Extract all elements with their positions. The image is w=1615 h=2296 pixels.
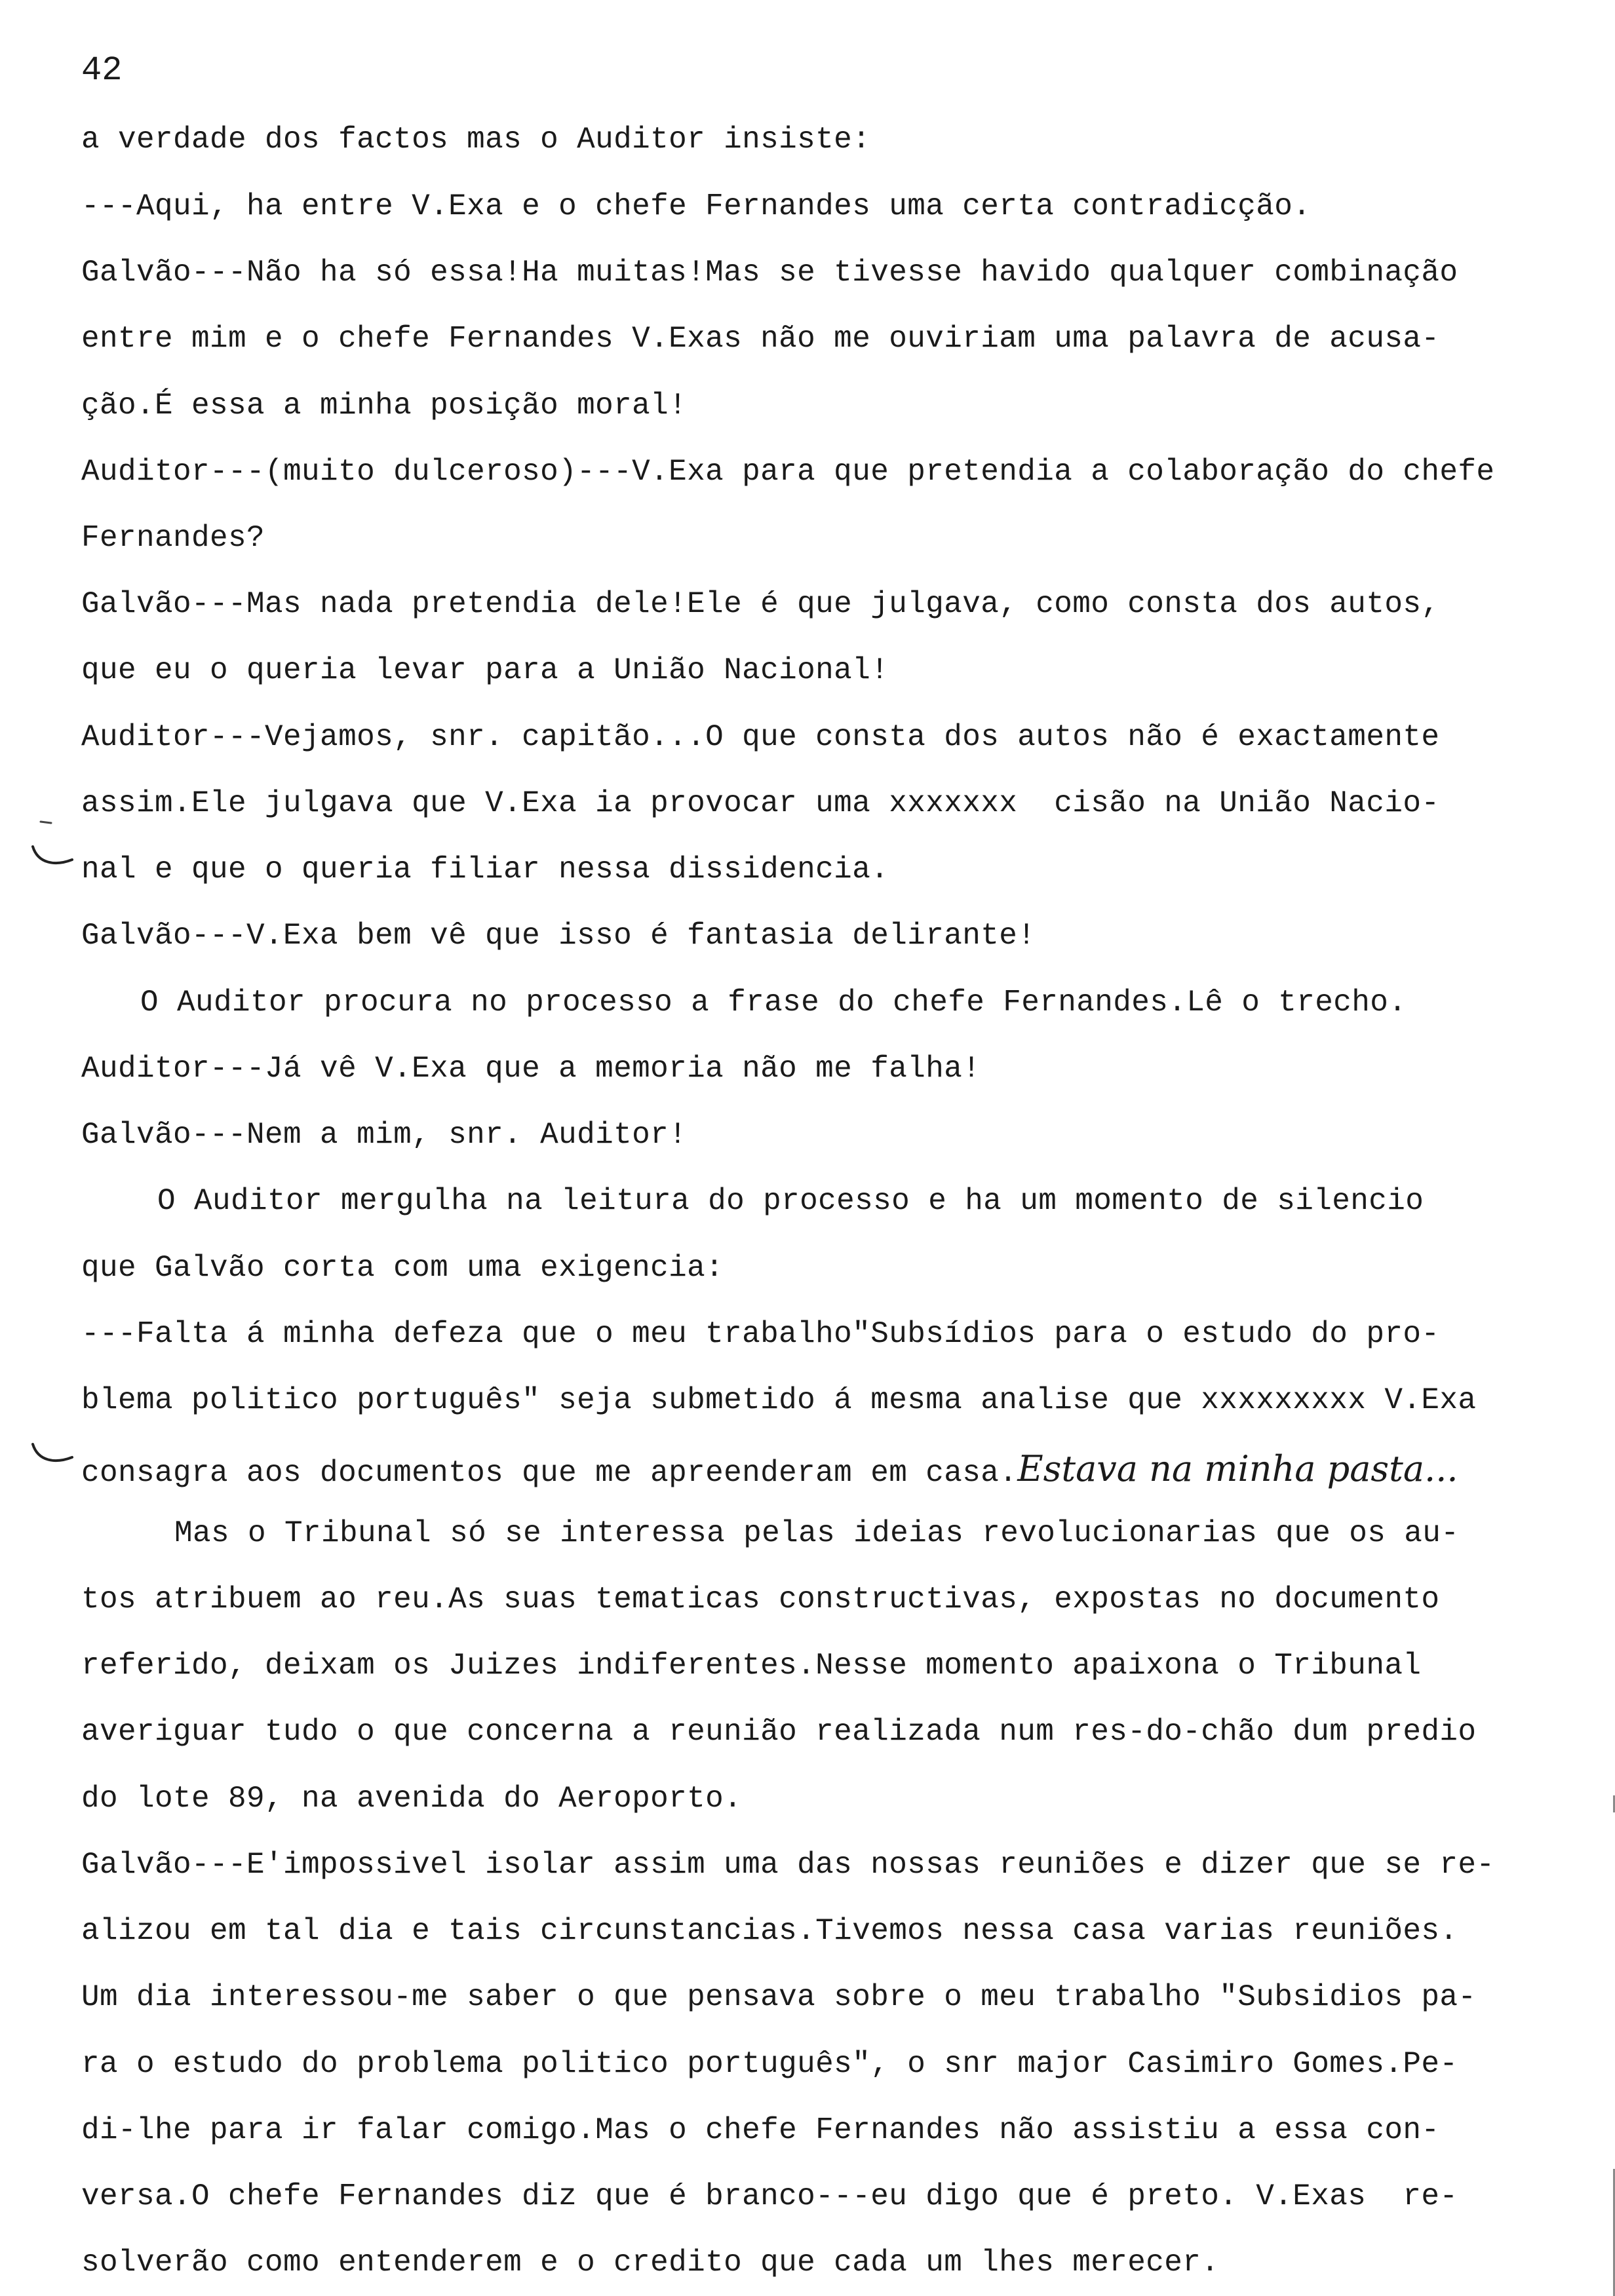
- text-line: O Auditor procura no processo a frase do chefe Fernandes.Lê o trecho.: [140, 985, 1407, 1020]
- text-line: Auditor---Vejamos, snr. capitão...O que consta dos autos não é exactamente: [81, 720, 1440, 754]
- text-line: solverão como entenderem e o credito que cada um lhes merecer.: [81, 2246, 1220, 2280]
- text-line: Galvão---E'impossivel isolar assim uma das nossas reuniões e dizer que se re-: [81, 1848, 1495, 1882]
- text-line: assim.Ele julgava que V.Exa ia provocar uma xxxxxxx cisão na União Nacio-: [81, 786, 1440, 820]
- handwritten-note: Estava na minha pasta...: [1017, 1448, 1458, 1489]
- text-line: alizou em tal dia e tais circunstancias.Tivemos nessa casa varias reuniões.: [81, 1914, 1458, 1948]
- text-line: Galvão---Não ha só essa!Ha muitas!Mas se tivesse havido qualquer combinação: [81, 256, 1458, 290]
- text-line: do lote 89, na avenida do Aeroporto.: [81, 1782, 743, 1816]
- margin-bracket-mark: [29, 1442, 75, 1468]
- text-line: que eu o queria levar para a União Nacional!: [81, 653, 889, 687]
- text-line: tos atribuem ao reu.As suas tematicas constructivas, expostas no documento: [81, 1582, 1440, 1617]
- text-line: referido, deixam os Juizes indiferentes.Nesse momento apaixona o Tribunal: [81, 1649, 1422, 1683]
- text-line: que Galvão corta com uma exigencia:: [81, 1251, 724, 1285]
- text-line: di-lhe para ir falar comigo.Mas o chefe Fernandes não assistiu a essa con-: [81, 2113, 1440, 2147]
- text-line: Auditor---Já vê V.Exa que a memoria não me falha!: [81, 1052, 981, 1086]
- text-line: [81, 1448, 1458, 1490]
- text-line: averiguar tudo o que concerna a reunião realizada num res-do-chão dum predio: [81, 1715, 1477, 1749]
- page-number: 42: [81, 51, 123, 90]
- text-line: ção.É essa a minha posição moral!: [81, 389, 688, 423]
- margin-bracket-mark: [29, 844, 75, 870]
- text-line: ---Falta á minha defeza que o meu trabalho"Subsídios para o estudo do pro-: [81, 1317, 1440, 1351]
- text-line: Galvão---V.Exa bem vê que isso é fantasia delirante!: [81, 919, 1036, 953]
- text-line: blema politico português" seja submetido á mesma analise que xxxxxxxxx V.Exa: [81, 1383, 1477, 1417]
- text-line: nal e que o queria filiar nessa dissidencia.: [81, 852, 889, 887]
- text-line: a verdade dos factos mas o Auditor insiste:: [81, 123, 871, 157]
- text-line: Auditor---(muito dulceroso)---V.Exa para que pretendia a colaboração do chefe: [81, 455, 1495, 489]
- text-line: O Auditor mergulha na leitura do processo e ha um momento de silencio: [157, 1184, 1424, 1218]
- text-line: versa.O chefe Fernandes diz que é branco---eu digo que é preto. V.Exas re-: [81, 2179, 1458, 2213]
- text-line: Fernandes?: [81, 521, 265, 555]
- text-line: Um dia interessou-me saber o que pensava sobre o meu trabalho "Subsidios pa-: [81, 1980, 1477, 2014]
- text-line: ra o estudo do problema politico português", o snr major Casimiro Gomes.Pe-: [81, 2047, 1458, 2081]
- text-line: Galvão---Mas nada pretendia dele!Ele é que julgava, como consta dos autos,: [81, 587, 1440, 621]
- text-line: ---Aqui, ha entre V.Exa e o chefe Fernandes uma certa contradicção.: [81, 189, 1312, 223]
- text-line: entre mim e o chefe Fernandes V.Exas não me ouviriam uma palavra de acusa-: [81, 322, 1440, 356]
- text-line: Mas o Tribunal só se interessa pelas ideias revolucionarias que os au-: [174, 1516, 1460, 1550]
- margin-tick-mark: [29, 810, 55, 830]
- typed-text: consagra aos documentos que me apreenderam em casa.: [81, 1456, 1018, 1490]
- text-line: Galvão---Nem a mim, snr. Auditor!: [81, 1118, 688, 1152]
